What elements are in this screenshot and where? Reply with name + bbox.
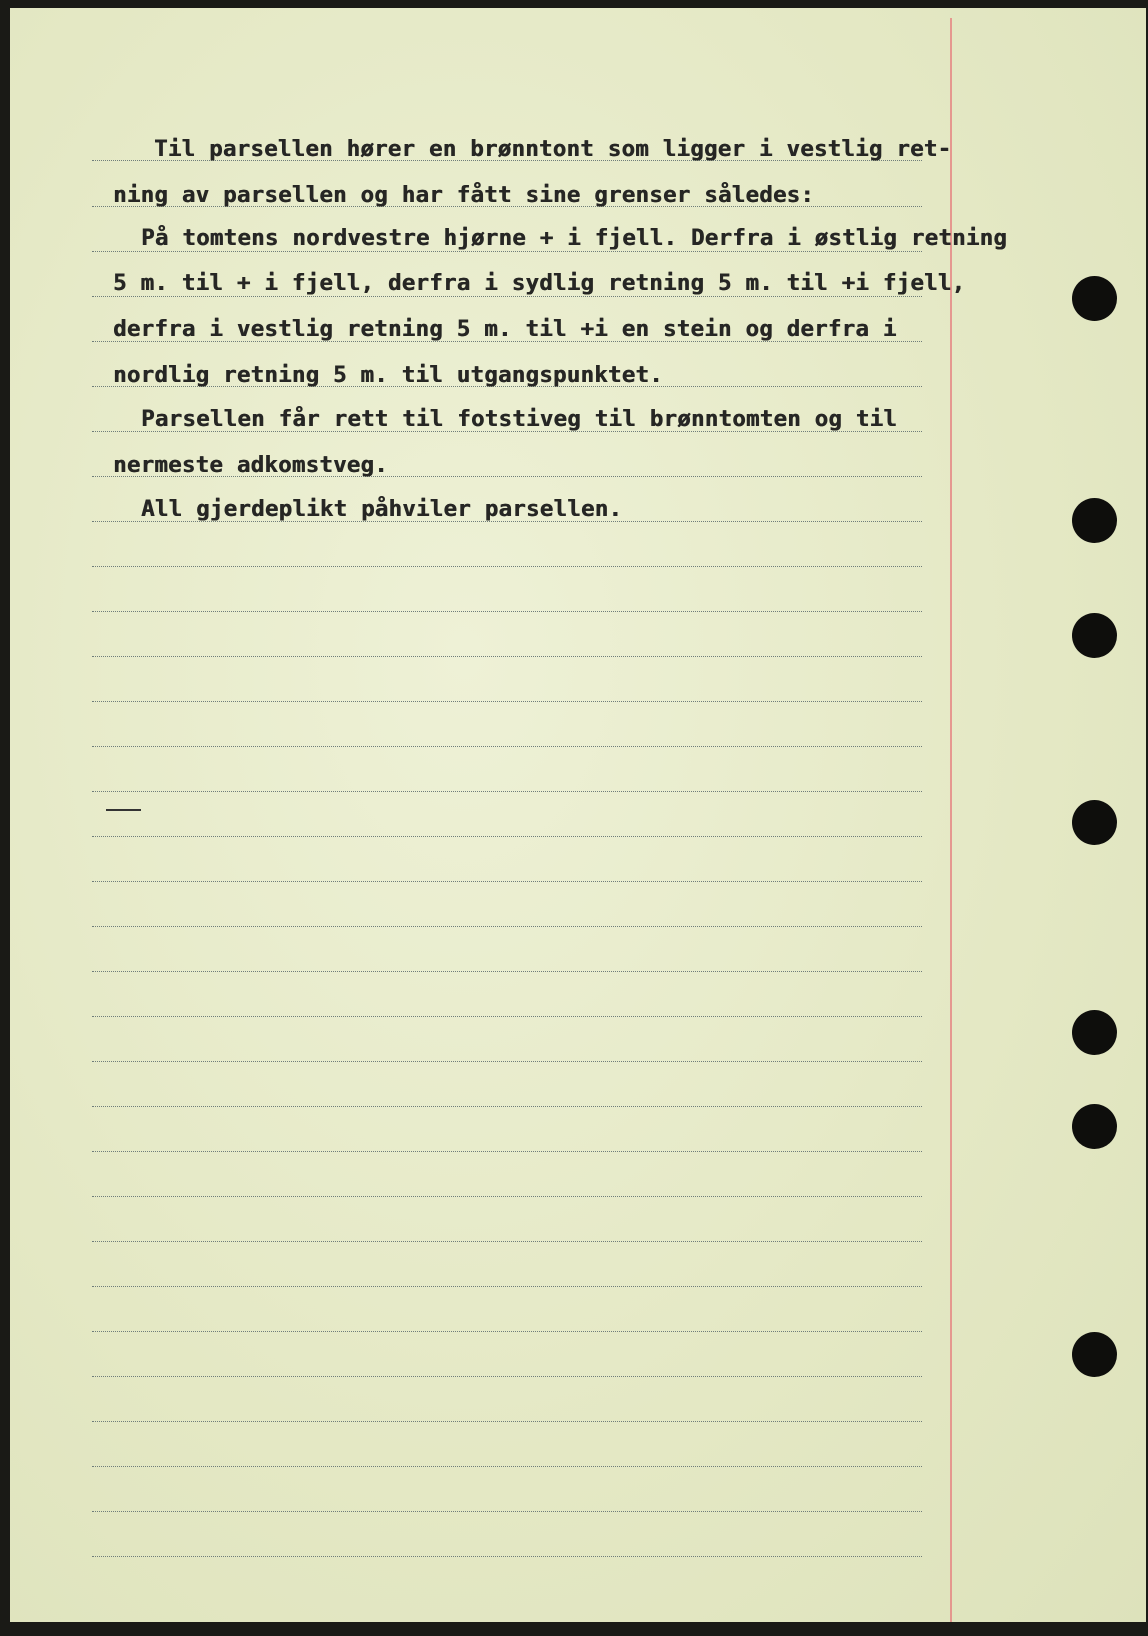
text-line-2: ning av parsellen og har fått sine grenser således: xyxy=(113,182,815,208)
punch-hole xyxy=(1072,498,1117,543)
ruled-line xyxy=(92,1421,922,1422)
punch-hole xyxy=(1072,613,1117,658)
ruled-line xyxy=(92,566,922,567)
ruled-line xyxy=(92,1556,922,1557)
text-line-8: nermeste adkomstveg. xyxy=(113,452,388,478)
punch-hole xyxy=(1072,276,1117,321)
ruled-line xyxy=(92,1106,922,1107)
text-line-5: derfra i vestlig retning 5 m. til +i en stein og derfra i xyxy=(113,316,897,342)
ruled-line xyxy=(92,1511,922,1512)
text-line-6: nordlig retning 5 m. til utgangspunktet. xyxy=(113,362,663,388)
margin-line xyxy=(950,18,952,1622)
ruled-line xyxy=(92,1151,922,1152)
ruled-line xyxy=(92,1286,922,1287)
margin-dash xyxy=(106,809,141,811)
ruled-line xyxy=(92,836,922,837)
ruled-line xyxy=(92,251,922,252)
text-line-1: Til parsellen hører en brønntont som ligger i vestlig ret- xyxy=(154,136,952,162)
ruled-line xyxy=(92,1331,922,1332)
ruled-line xyxy=(92,1466,922,1467)
ruled-line xyxy=(92,971,922,972)
ruled-line xyxy=(92,881,922,882)
document-page xyxy=(10,8,1146,1622)
ruled-line xyxy=(92,1196,922,1197)
punch-hole xyxy=(1072,1332,1117,1377)
text-line-4: 5 m. til + i fjell, derfra i sydlig retning 5 m. til +i fjell, xyxy=(113,270,966,296)
text-line-7: Parsellen får rett til fotstiveg til brønntomten og til xyxy=(141,406,898,432)
ruled-line xyxy=(92,701,922,702)
ruled-line xyxy=(92,926,922,927)
text-line-3: På tomtens nordvestre hjørne + i fjell. Derfra i østlig retning xyxy=(141,225,1008,251)
punch-hole xyxy=(1072,1010,1117,1055)
text-line-9: All gjerdeplikt påhviler parsellen. xyxy=(141,496,623,522)
ruled-line xyxy=(92,1376,922,1377)
ruled-line xyxy=(92,656,922,657)
ruled-line xyxy=(92,1241,922,1242)
punch-hole xyxy=(1072,800,1117,845)
ruled-line xyxy=(92,611,922,612)
ruled-line xyxy=(92,296,922,297)
ruled-line xyxy=(92,746,922,747)
ruled-line xyxy=(92,791,922,792)
ruled-line xyxy=(92,1061,922,1062)
ruled-line xyxy=(92,1016,922,1017)
punch-hole xyxy=(1072,1104,1117,1149)
